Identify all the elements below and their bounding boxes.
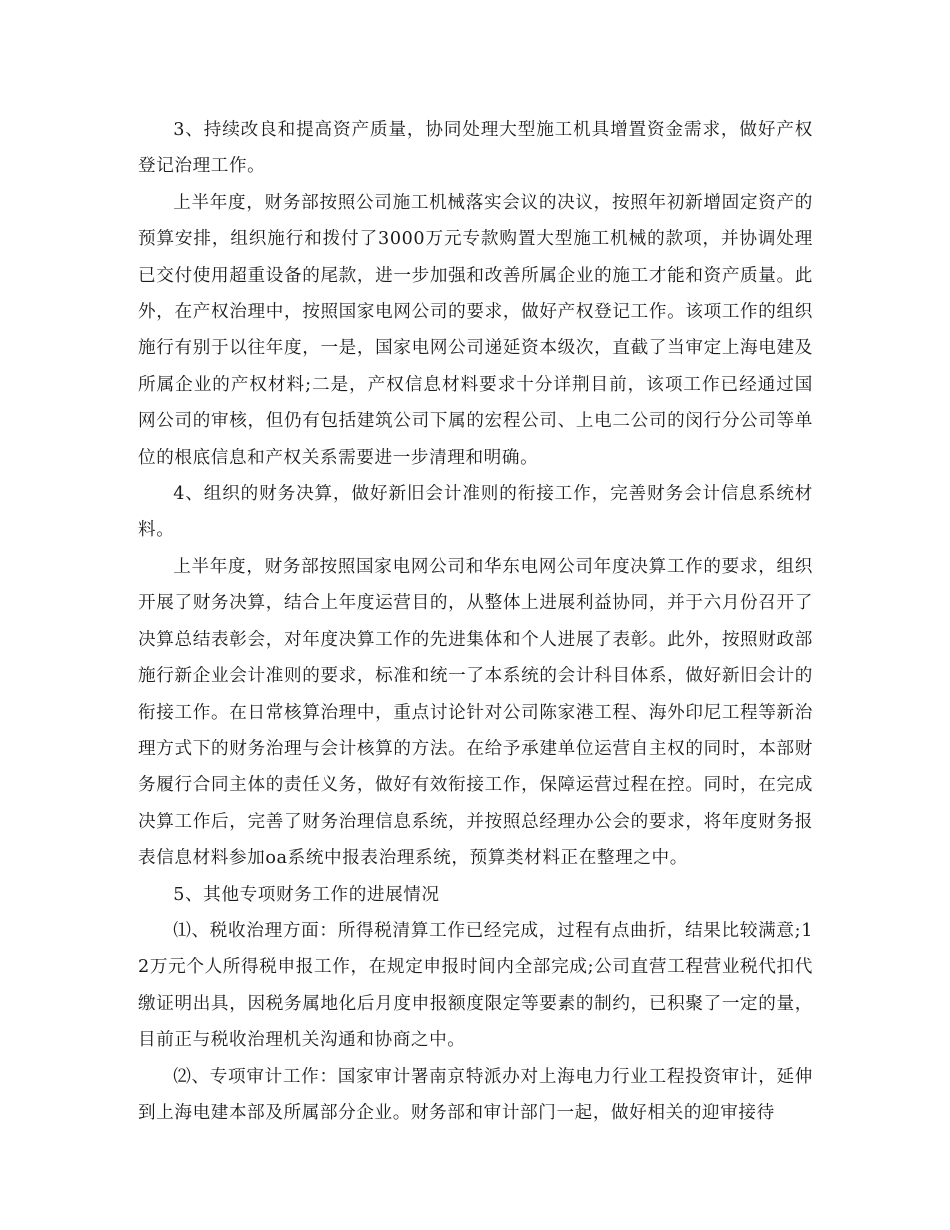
- body-paragraph: 上半年度，财务部按照公司施工机械落实会议的决议，按照年初新增固定资产的预算安排，组织施行和拨付了3000万元专款购置大型施工机械的款项，并协调处理已交付使用超重设备的尾款，进一步加强和改善所属企业的施工才能和资产质量。此外，在产权治理中，按照国家电网公司的要求，做好产权登记工作。该项工作的组织施行有别于以往年度，一是，国家电网公司递延资本级次，直截了当审定上海电建及所属企业的产权材料;二是，产权信息材料要求十分详荆目前，该项工作已经通过国网公司的审核，但仍有包括建筑公司下属的宏程公司、上电二公司的闵行分公司等单位的根底信息和产权关系需要进一步清理和明确。: [138, 192, 813, 468]
- section-heading-3: 3、持续改良和提高资产质量，协同处理大型施工机具增置资金需求，做好产权登记治理工作。: [138, 120, 813, 177]
- section-heading-4: 4、组织的财务决算，做好新旧会计准则的衔接工作，完善财务会计信息系统材料。: [138, 484, 813, 541]
- sub-item-audit: ⑵、专项审计工作：国家审计署南京特派办对上海电力行业工程投资审计，延伸到上海电建本部及所属部分企业。财务部和审计部门一起，做好相关的迎审接待: [138, 1066, 813, 1123]
- section-heading-5: 5、其他专项财务工作的进展情况: [173, 884, 440, 905]
- body-paragraph: 上半年度，财务部按照国家电网公司和华东电网公司年度决算工作的要求，组织开展了财务决算，结合上年度运营目的，从整体上进展利益协同，并于六月份召开了决算总结表彰会，对年度决算工作的先进集体和个人进展了表彰。此外，按照财政部施行新企业会计准则的要求，标准和统一了本系统的会计科目体系，做好新旧会计的衔接工作。在日常核算治理中，重点讨论针对公司陈家港工程、海外印尼工程等新治理方式下的财务治理与会计核算的方法。在给予承建单位运营自主权的同时，本部财务履行合同主体的责任义务，做好有效衔接工作，保障运营过程在控。同时，在完成决算工作后，完善了财务治理信息系统，并按照总经理办公会的要求，将年度财务报表信息材料参加oa系统中报表治理系统，预算类材料正在整理之中。: [138, 556, 813, 869]
- sub-item-tax: ⑴、税收治理方面：所得税清算工作已经完成，过程有点曲折，结果比较满意;12万元个人所得税申报工作，在规定申报时间内全部完成;公司直营工程营业税代扣代缴证明出具，因税务属地化后月度申报额度限定等要素的制约，已积聚了一定的量，目前正与税收治理机关沟通和协商之中。: [138, 920, 813, 1051]
- document-body: [138, 112, 813, 1131]
